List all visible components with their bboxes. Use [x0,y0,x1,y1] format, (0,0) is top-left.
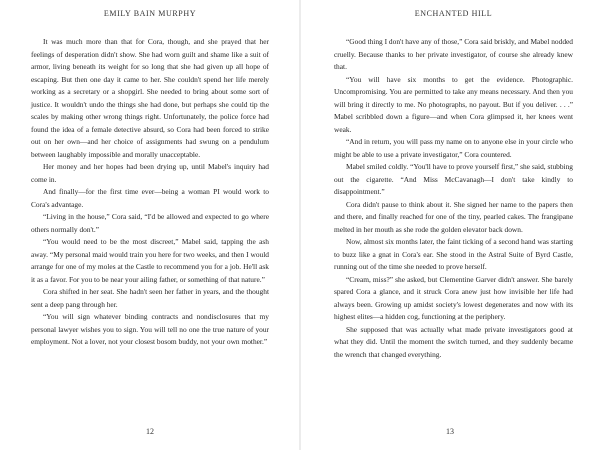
paragraph: Cora didn't pause to think about it. She signed her name to the papers then and there, and finally reached for one of the tiny, pearled cakes. The frangipane melted in her mouth as she rode the golden elevator back down. [334,199,573,234]
paragraph: She supposed that was actually what made private investigators good at what they did. Until the moment the switch turned, and they suddenly became the wrench that changed everything. [334,324,573,359]
running-head-title: ENCHANTED HILL [414,9,493,18]
paragraph: “You will have six months to get the evidence. Photographic. Uncompromising. You are permitted to take any means necessary. And then you will bring it directly to me. No photographs, no payout. But if you deliver. . . .” Mabel scribbled down a figure—and when Cora glimpsed it, her knees went weak. [334,74,573,134]
paragraph: Cora shifted in her seat. She hadn't seen her father in years, and the thought sent a deep pang through her. [31,287,269,309]
paragraph: And finally—for the first time ever—being a woman PI would work to Cora's advantage. [31,187,269,209]
page-number-right: 13 [446,427,454,436]
paragraph: “Living in the house,” Cora said, “I'd be allowed and expected to go where others normally don't.” [31,212,269,234]
paragraph: It was much more than that for Cora, though, and she prayed that her feelings of desperation didn't show. She had worn guilt and shame like a suit of armor, living beneath its weight for so long that she had given up all hope of escaping. But then one day it came to her. She couldn't spend her life merely working as a secretary or a shopgirl. She needed to bring about some sort of justice. It wouldn't undo the things she had done, but perhaps she could tip the scales by making other wrong things right. Unfortunately, the police force had found the idea of a female detective absurd, so Cora had been forced to strike out on her own—and her choice of assignments had swung on a pendulum between laughably impossible and morally unacceptable. [31,37,269,159]
right-body-text [334,36,573,361]
right-page [300,0,600,450]
paragraph: Now, almost six months later, the faint ticking of a second hand was starting to buzz like a gnat in Cora's ear. She stood in the Astral Suite of Byrd Castle, running out of the time she needed to prove herself. [334,237,573,271]
left-body-text [31,36,269,349]
paragraph: “You would need to be the most discreet,” Mabel said, tapping the ash away. “My personal maid would train you here for two weeks, and then I would arrange for one of my moles at the Castle to recommend you for a job. He'll ask it as a favor. For you to be near your ailing father, or something of that nature.” [31,237,269,284]
page-number-left: 12 [146,427,154,436]
running-head-author: EMILY BAIN MURPHY [103,9,197,18]
paragraph: Mabel smiled coldly. “You'll have to prove yourself first,” she said, stubbing out the cigarette. “And Miss McCavanagh—I don't take kindly to disappointment.” [334,162,573,196]
paragraph: “And in return, you will pass my name on to anyone else in your circle who might be able to use a private investigator,” Cora countered. [334,137,573,159]
paragraph: “You will sign whatever binding contracts and nondisclosures that my personal lawyer wishes you to sign. You will tell no one the true nature of your employment. Not a lover, not your closest bosom buddy, not your own mother.” [31,312,269,346]
paragraph: “Cream, miss?” she asked, but Clementine Garver didn't answer. She barely spared Cora a glance, and it struck Cora anew just how invisible her life had always been. Growing up amidst society's lowest degenerates and now with its highest elites—a hidden cog, functioning at the periphery. [334,274,573,321]
paragraph: “Good thing I don't have any of those,” Cora said briskly, and Mabel nodded cruelly. Because thanks to her private investigator, of course she already knew that. [334,37,573,71]
paragraph: Her money and her hopes had been drying up, until Mabel's inquiry had come in. [31,162,269,184]
